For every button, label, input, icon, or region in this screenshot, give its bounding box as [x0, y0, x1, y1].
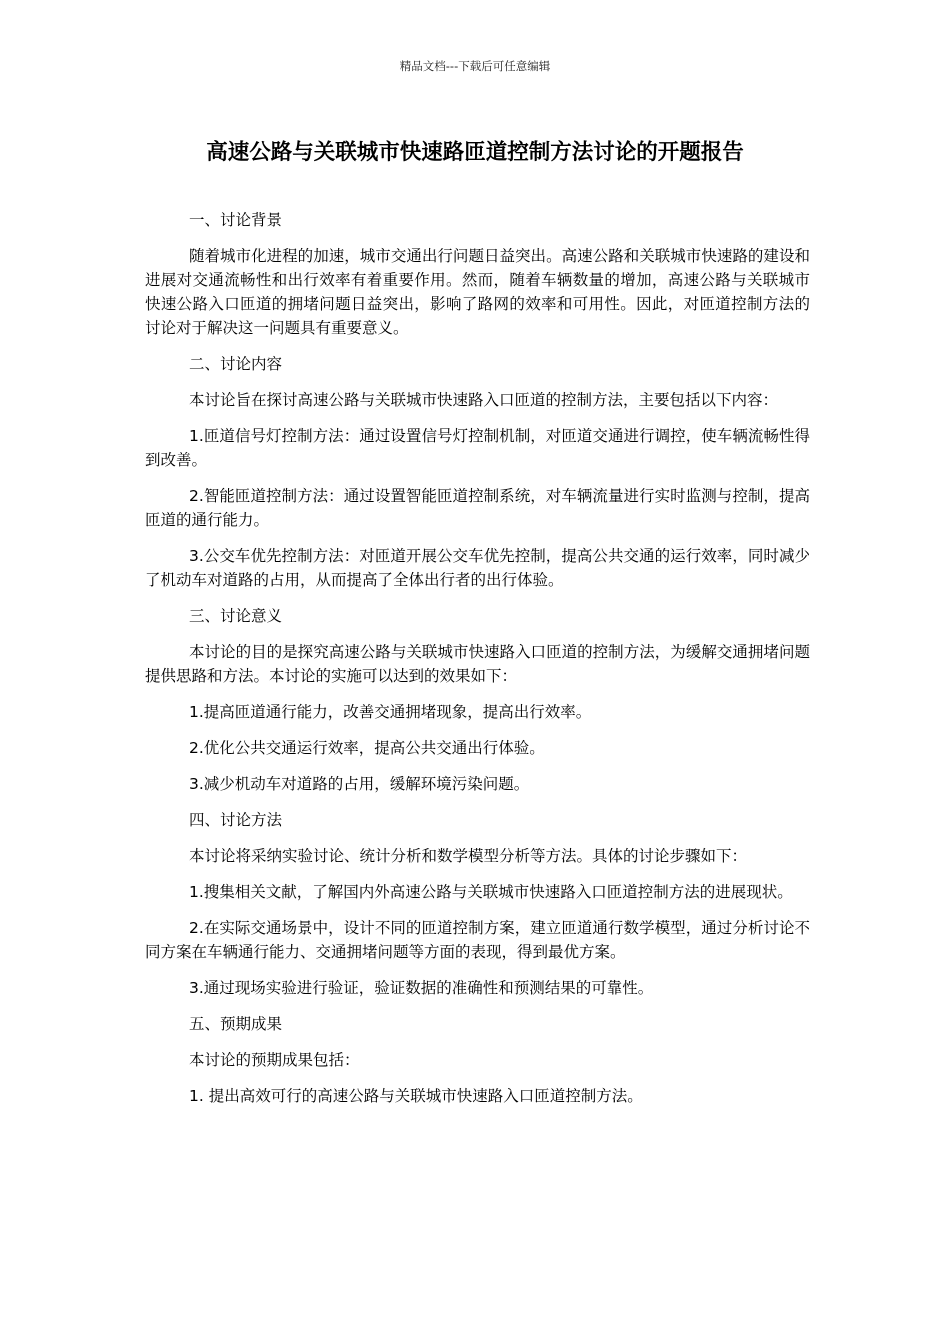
section-heading-methods: 四、讨论方法 — [189, 811, 283, 829]
list-item-significance-1: 1.提高匝道通行能力，改善交通拥堵现象，提高出行效率。 — [189, 703, 592, 721]
paragraph-content-intro: 本讨论旨在探讨高速公路与关联城市快速路入口匝道的控制方法，主要包括以下内容： — [189, 391, 779, 409]
list-item-methods-3: 3.通过现场实验进行验证，验证数据的准确性和预测结果的可靠性。 — [189, 979, 654, 997]
paragraph-significance-intro: 本讨论的目的是探究高速公路与关联城市快速路入口匝道的控制方法，为缓解交通拥堵问题提供思路和方法。本讨论的实施可以达到的效果如下： — [145, 643, 810, 685]
list-item-methods-1: 1.搜集相关文献，了解国内外高速公路与关联城市快速路入口匝道控制方法的进展现状。 — [189, 883, 793, 901]
paragraph-methods-intro: 本讨论将采纳实验讨论、统计分析和数学模型分析等方法。具体的讨论步骤如下： — [189, 847, 748, 865]
section-heading-background: 一、讨论背景 — [189, 211, 283, 229]
list-item-content-2: 2.智能匝道控制方法：通过设置智能匝道控制系统，对车辆流量进行实时监测与控制，提高匝道的通行能力。 — [145, 487, 810, 529]
list-item-significance-2: 2.优化公共交通运行效率，提高公共交通出行体验。 — [189, 739, 545, 757]
page-header: 精品文档---下载后可任意编辑 — [399, 59, 551, 73]
section-heading-content: 二、讨论内容 — [189, 355, 283, 373]
list-item-content-1: 1.匝道信号灯控制方法：通过设置信号灯控制机制，对匝道交通进行调控，使车辆流畅性得到改善。 — [145, 427, 810, 469]
paragraph-background: 随着城市化进程的加速，城市交通出行问题日益突出。高速公路和关联城市快速路的建设和进展对交通流畅性和出行效率有着重要作用。然而，随着车辆数量的增加，高速公路与关联城市快速公路入口匝道的拥堵问题日益突出，影响了路网的效率和可用性。因此，对匝道控制方法的讨论对于解决这一问题具有重要意义。 — [145, 247, 810, 337]
list-item-methods-2: 2.在实际交通场景中，设计不同的匝道控制方案，建立匝道通行数学模型，通过分析讨论不同方案在车辆通行能力、交通拥堵问题等方面的表现，得到最优方案。 — [145, 919, 810, 961]
document-body — [145, 208, 810, 1120]
section-heading-outcomes: 五、预期成果 — [189, 1015, 283, 1033]
section-heading-significance: 三、讨论意义 — [189, 607, 283, 625]
list-item-significance-3: 3.减少机动车对道路的占用，缓解环境污染问题。 — [189, 775, 530, 793]
paragraph-outcomes-intro: 本讨论的预期成果包括： — [189, 1051, 360, 1069]
list-item-outcomes-1: 1. 提出高效可行的高速公路与关联城市快速路入口匝道控制方法。 — [189, 1087, 643, 1105]
list-item-content-3: 3.公交车优先控制方法：对匝道开展公交车优先控制，提高公共交通的运行效率，同时减少了机动车对道路的占用，从而提高了全体出行者的出行体验。 — [145, 547, 810, 589]
document-title: 高速公路与关联城市快速路匝道控制方法讨论的开题报告 — [206, 140, 744, 165]
